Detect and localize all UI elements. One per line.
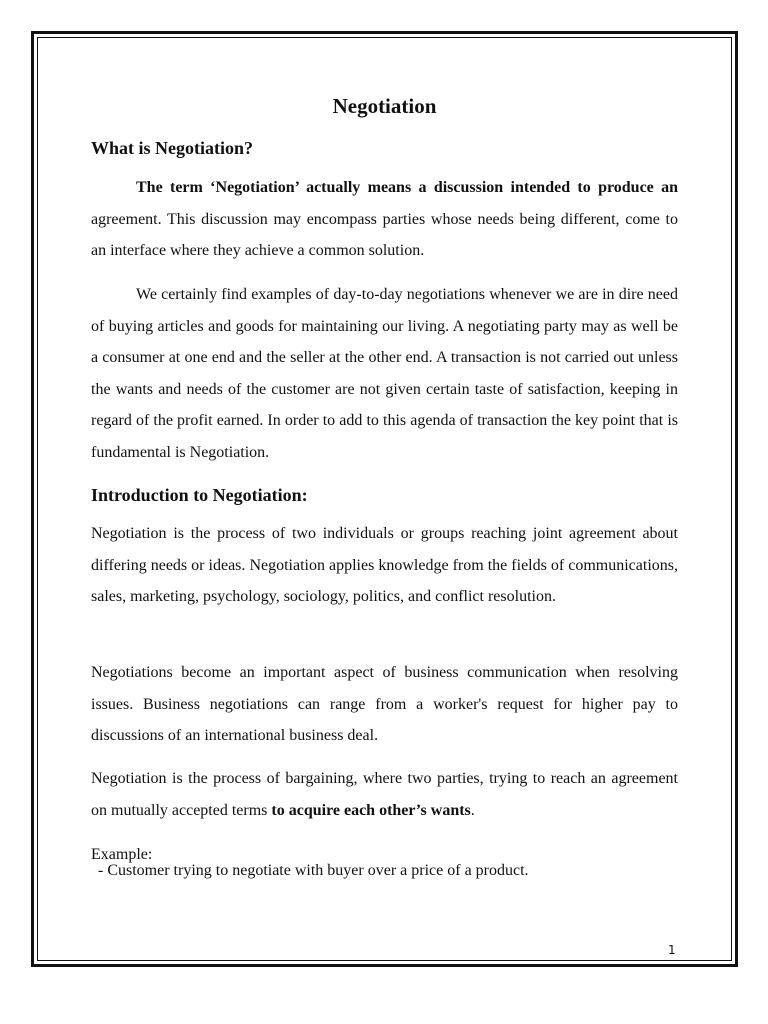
- bargaining-bold-text: to acquire each other’s wants: [271, 801, 471, 819]
- heading-what-is-negotiation: What is Negotiation?: [91, 138, 253, 158]
- bargaining-end: .: [470, 801, 475, 819]
- definition-text: agreement. This discussion may encompass parties whose needs being different, come to an interface where they achieve a common solution.: [91, 210, 678, 259]
- paragraph-introduction: Negotiation is the process of two individuals or groups reaching joint agreement about differing needs or ideas. Negotiation applies knowledge from the fields of communications, sales, marketing, psychology, sociology, politics, and conflict resolution.: [91, 525, 678, 605]
- example-bullet: - Customer trying to negotiate with buyer over a price of a product.: [98, 862, 529, 879]
- page-number: 1: [668, 943, 676, 957]
- paragraph-examples: We certainly find examples of day-to-day negotiations whenever we are in dire need of buying articles and goods for maintaining our living. A negotiating party may as well be a consumer at one end and the seller at the other end. A transaction is not carried out unless the wants and needs of the customer are not given certain taste of satisfaction, keeping in regard of the profit earned. In order to add to this agenda of transaction the key point that is fundamental is Negotiation.: [91, 286, 678, 461]
- paragraph-definition: [91, 172, 678, 267]
- paragraph-business: Negotiations become an important aspect of business communication when resolving issues. Business negotiations can range from a worker's request for higher pay to discussions of an international business deal.: [91, 664, 678, 744]
- bargaining-text: Negotiation is the process of bargaining, where two parties, trying to reach an agreement on mutually accepted terms: [91, 770, 678, 819]
- example-label: Example:: [91, 846, 153, 863]
- definition-bold-text: The term ‘Negotiation’ actually means a discussion intended to produce an: [136, 179, 678, 196]
- document-title: Negotiation: [332, 94, 437, 118]
- heading-introduction: Introduction to Negotiation:: [91, 485, 308, 505]
- paragraph-bargaining: [91, 763, 678, 826]
